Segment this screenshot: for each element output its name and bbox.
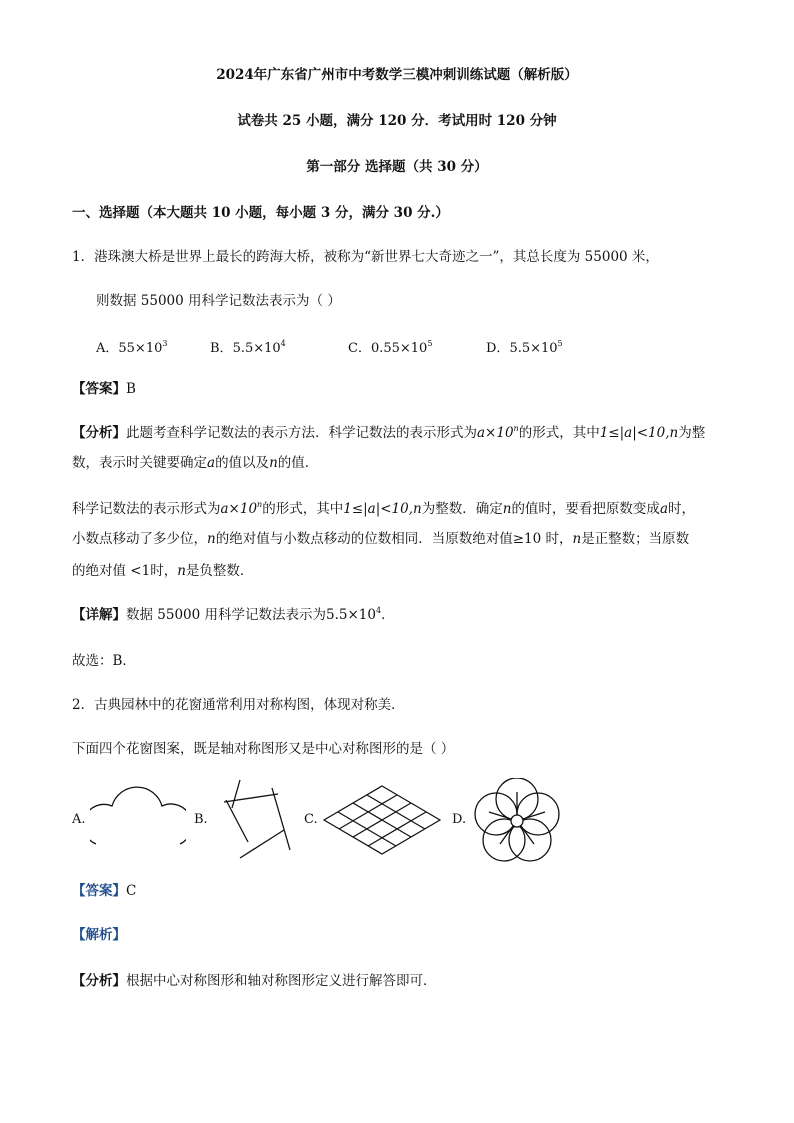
q2-fig-label-a: A.: [72, 812, 86, 827]
q2-stem-line2: 下面四个花窗图案，既是轴对称图形又是中心对称图形的是（ ）: [72, 741, 455, 757]
q1-answer: 【答案】B: [72, 381, 136, 397]
q2-fig-label-d: D.: [452, 812, 467, 827]
document-title: 2024年广东省广州市中考数学三模冲刺训练试题（解析版）: [216, 67, 578, 83]
q1-option-b: B．$5.5\times 10^4$: [210, 339, 286, 356]
q2-figure-b-pinwheel: [210, 778, 300, 860]
q2-answer: 【答案】C: [72, 883, 137, 899]
q1-explain-line3: 的绝对值 <1时，n是负整数．: [72, 563, 254, 579]
q1-explain-line2: 小数点移动了多少位，n的绝对值与小数点移动的位数相同．当原数绝对值≥10 时，n是正整数；当原数: [72, 531, 690, 547]
q2-analysis: 【分析】根据中心对称图形和轴对称图形定义进行解答即可．: [72, 973, 437, 989]
section-heading: 一、选择题（本大题共 10 小题，每小题 3 分，满分 30 分.）: [72, 205, 449, 221]
q1-choice: 故选：B．: [72, 653, 136, 669]
q2-figure-a-cloud: [90, 786, 186, 848]
q1-analysis-line1: 【分析】此题考查科学记数法的表示方法．科学记数法的表示形式为$a\times 10^n$的形式，其中1≤|a|<10,n为整: [72, 424, 706, 441]
q1-option-d: D．$5.5\times 10^5$: [486, 339, 563, 356]
q2-figure-d-plum-flower: [474, 778, 560, 864]
q1-option-a: A．$55\times 10^3$: [96, 339, 168, 356]
q1-stem-line1: 1．港珠澳大桥是世界上最长的跨海大桥，被称为“新世界七大奇迹之一”，其总长度为 55000 米，: [72, 249, 659, 265]
q1-explain-line1: 科学记数法的表示形式为$a\times 10^n$的形式，其中1≤|a|<10,n为整数．确定n的值时，要看把原数变成a时，: [72, 500, 695, 517]
q2-jiexi-tag: 【解析】: [72, 927, 126, 943]
part-heading: 第一部分 选择题（共 30 分）: [306, 159, 488, 175]
q2-fig-label-b: B.: [194, 812, 208, 827]
q2-stem-line1: 2．古典园林中的花窗通常利用对称构图，体现对称美．: [72, 697, 405, 713]
q1-detail: 【详解】数据 55000 用科学记数法表示为$5.5\times 10^4$．: [72, 606, 395, 623]
q1-option-c: C．$0.55\times 10^5$: [348, 339, 433, 356]
q2-fig-label-c: C.: [304, 812, 318, 827]
q1-analysis-line2: 数，表示时关键要确定a的值以及n的值．: [72, 455, 319, 471]
q2-figure-c-lattice: [322, 784, 442, 856]
q1-stem-line2: 则数据 55000 用科学记数法表示为（ ）: [96, 293, 341, 309]
document-subtitle: 试卷共 25 小题，满分 120 分．考试用时 120 分钟: [237, 113, 557, 129]
